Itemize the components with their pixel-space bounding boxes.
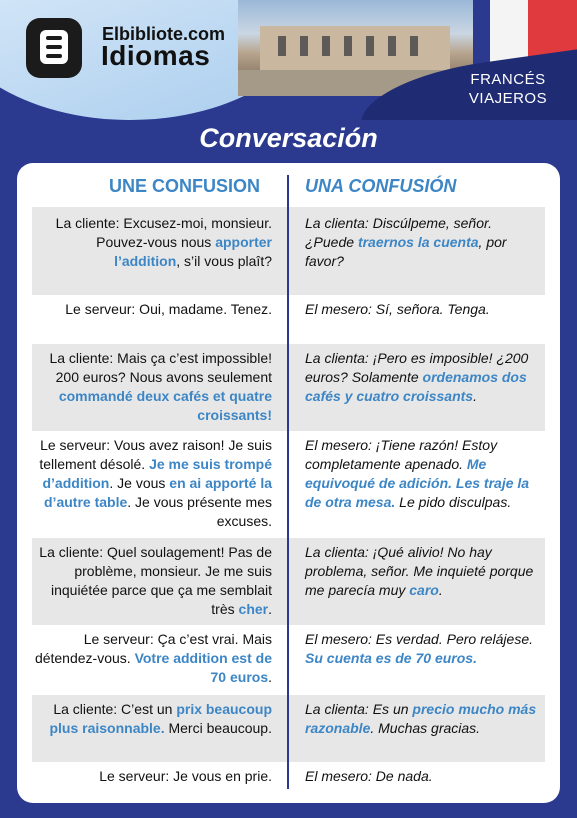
french-line (32, 436, 272, 531)
dialogue-text: Mais ça c’est impossible! 200 euros? Nous avons seulement (55, 350, 272, 385)
speaker-label: La cliente: (39, 544, 104, 560)
french-line (32, 767, 272, 786)
spanish-line (305, 630, 537, 668)
highlighted-phrase: cher (238, 601, 269, 617)
dialogue-text: Ça c’est vrai. Mais détendez-vous. (34, 631, 272, 666)
dialogue-text: ¡Qué alivio! No hay problema, señor. Me inquieté porque me parecía muy (305, 544, 534, 598)
speaker-label: La cliente: (55, 215, 120, 231)
highlighted-phrase: apporter l’addition (114, 234, 272, 269)
spanish-line (305, 543, 537, 600)
spanish-line (305, 436, 537, 512)
spanish-line (305, 767, 537, 786)
brand-name: Idiomas (101, 40, 211, 71)
highlighted-phrase: Su cuenta es de 70 euros. (305, 650, 477, 666)
highlighted-phrase: prix beaucoup plus raisonnable. (49, 701, 272, 736)
column-divider (287, 175, 289, 789)
logo-icon (26, 18, 82, 78)
french-line (32, 300, 272, 319)
speaker-label: La clienta: (305, 350, 369, 366)
highlighted-phrase: ordenamos dos cafés y cuatro croissants (305, 369, 527, 404)
dialogue-text: Es verdad. Pero relájese. (371, 631, 534, 647)
speaker-label: Le serveur: (83, 631, 154, 647)
dialogue-text: Oui, madame. Tenez. (135, 301, 272, 317)
badge-language: FRANCÉS (470, 71, 546, 88)
speaker-label: La clienta: (305, 544, 369, 560)
spanish-line (305, 700, 537, 738)
page-title: Conversación (199, 123, 378, 153)
french-line (32, 214, 272, 271)
brand-site: Elbibliote.com (102, 24, 226, 44)
dialogue-text: , por favor? (305, 234, 507, 269)
highlighted-phrase: Votre addition est de 70 euros (134, 650, 272, 685)
dialogue-text: Sí, señora. Tenga. (371, 301, 490, 317)
badge-level: VIAJEROS (468, 90, 548, 107)
french-line (32, 630, 272, 687)
french-line (32, 543, 272, 619)
dialogue-text: Es un (368, 701, 413, 717)
highlighted-phrase: commandé deux cafés et quatre croissants! (58, 388, 272, 423)
dialogue-text: . Je vous (109, 475, 170, 491)
highlighted-phrase: precio mucho más razonable (305, 701, 537, 736)
highlighted-phrase: Je me suis trompé d’addition (42, 456, 272, 491)
spanish-line (305, 349, 537, 406)
speaker-label: El mesero: (305, 768, 372, 784)
dialogue-text: Je vous en prie. (169, 768, 272, 784)
dialogue-text: Discúlpeme, señor. ¿Puede (305, 215, 493, 250)
dialogue-text: Merci beaucoup. (164, 720, 272, 736)
course-badge (458, 70, 558, 108)
dialogue-text: , s’il vous plaît? (176, 253, 272, 269)
highlighted-phrase: en ai apporté la d’autre table (44, 475, 272, 510)
dialogue-text: ¡Pero es imposible! ¿200 euros? Solamente (305, 350, 529, 385)
column-heading-french: UNE CONFUSION (109, 176, 261, 196)
dialogue-text: Excusez-moi, monsieur. Pouvez-vous nous (96, 215, 272, 250)
dialogue-text: . (268, 601, 272, 617)
dialogue-text: De nada. (371, 768, 433, 784)
highlighted-phrase: caro (409, 582, 439, 598)
french-line (32, 700, 272, 738)
speaker-label: La clienta: (305, 701, 369, 717)
speaker-label: El mesero: (305, 437, 372, 453)
header-banner (0, 0, 577, 120)
spanish-line (305, 214, 537, 271)
dialogue-text: C’est un (117, 701, 177, 717)
column-heading-spanish: UNA CONFUSIÓN (305, 176, 457, 196)
speaker-label: El mesero: (305, 631, 372, 647)
highlighted-phrase: Me equivoqué de adición. Les traje la de otra mesa. (305, 456, 530, 510)
speaker-label: La clienta: (305, 215, 369, 231)
dialogue-text: . (438, 582, 443, 598)
spanish-line (305, 300, 537, 319)
speaker-label: La cliente: (49, 350, 114, 366)
french-line (32, 349, 272, 425)
speaker-label: El mesero: (305, 301, 372, 317)
dialogue-text: . Je vous présente mes excuses. (127, 494, 272, 529)
dialogue-text: ¡Tiene razón! Estoy completamente apenado. (305, 437, 498, 472)
speaker-label: Le serveur: (99, 768, 170, 784)
speaker-label: La cliente: (53, 701, 118, 717)
dialogue-text: Vous avez raison! Je suis tellement désolé. (39, 437, 272, 472)
speaker-label: Le serveur: (40, 437, 111, 453)
dialogue-text: Quel soulagement! Pas de problème, monsieur. Je me suis inquiétée parce que ça me semblait très (50, 544, 272, 617)
dialogue-text: . Muchas gracias. (370, 720, 481, 736)
dialogue-text: . (473, 388, 477, 404)
dialogue-text: Le pido disculpas. (395, 494, 512, 510)
dialogue-text: . (268, 669, 272, 685)
speaker-label: Le serveur: (65, 301, 136, 317)
highlighted-phrase: traernos la cuenta (357, 234, 479, 250)
